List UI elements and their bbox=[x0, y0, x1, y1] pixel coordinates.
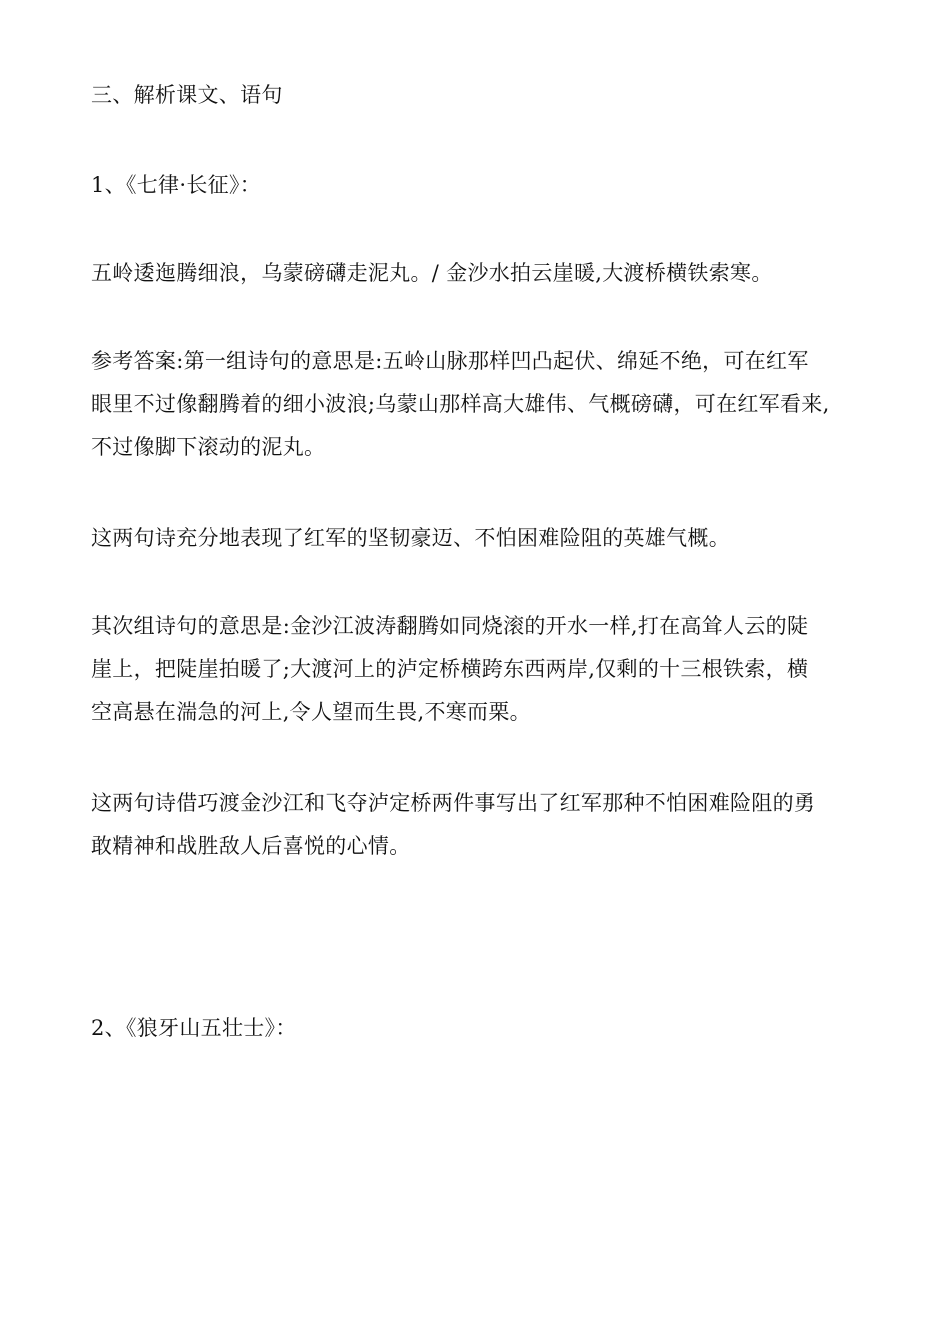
answer-2-line: 其次组诗句的意思是:金沙江波涛翻腾如同烧滚的开水一样,打在高耸人云的陡 bbox=[91, 614, 809, 638]
answer-2-line: 崖上，把陡崖拍暖了;大渡河上的泸定桥横跨东西两岸,仅剩的十三根铁索，横 bbox=[91, 657, 809, 681]
answer-1-paragraph bbox=[91, 340, 859, 469]
item-1-heading: 1、《七律·长征》： bbox=[91, 173, 262, 197]
summary-2-paragraph bbox=[91, 782, 859, 868]
answer-1-line: 眼里不过像翻腾着的细小波浪;乌蒙山那样高大雄伟、气概磅礴，可在红军看来, bbox=[91, 392, 830, 416]
poem-lines: 五岭逶迤腾细浪，乌蒙磅礴走泥丸。/ 金沙水拍云崖暖,大渡桥横铁索寒。 bbox=[91, 261, 773, 285]
summary-2-line: 敢精神和战胜敌人后喜悦的心情。 bbox=[91, 834, 411, 858]
item-2-heading: 2、《狼牙山五壮士》： bbox=[91, 1016, 297, 1040]
summary-2-line: 这两句诗借巧渡金沙江和飞夺泸定桥两件事写出了红军那种不怕困难险阻的勇 bbox=[91, 791, 816, 815]
answer-1-line: 不过像脚下滚动的泥丸。 bbox=[91, 435, 326, 459]
summary-1-paragraph: 这两句诗充分地表现了红军的坚韧豪迈、不怕困难险阻的英雄气概。 bbox=[91, 526, 730, 550]
answer-2-paragraph bbox=[91, 605, 859, 734]
section-heading: 三、解析课文、语句 bbox=[91, 83, 283, 107]
answer-1-line: 参考答案:第一组诗句的意思是:五岭山脉那样凹凸起伏、绵延不绝，可在红军 bbox=[91, 349, 809, 373]
answer-2-line: 空高悬在湍急的河上,令人望而生畏,不寒而栗。 bbox=[91, 700, 531, 724]
